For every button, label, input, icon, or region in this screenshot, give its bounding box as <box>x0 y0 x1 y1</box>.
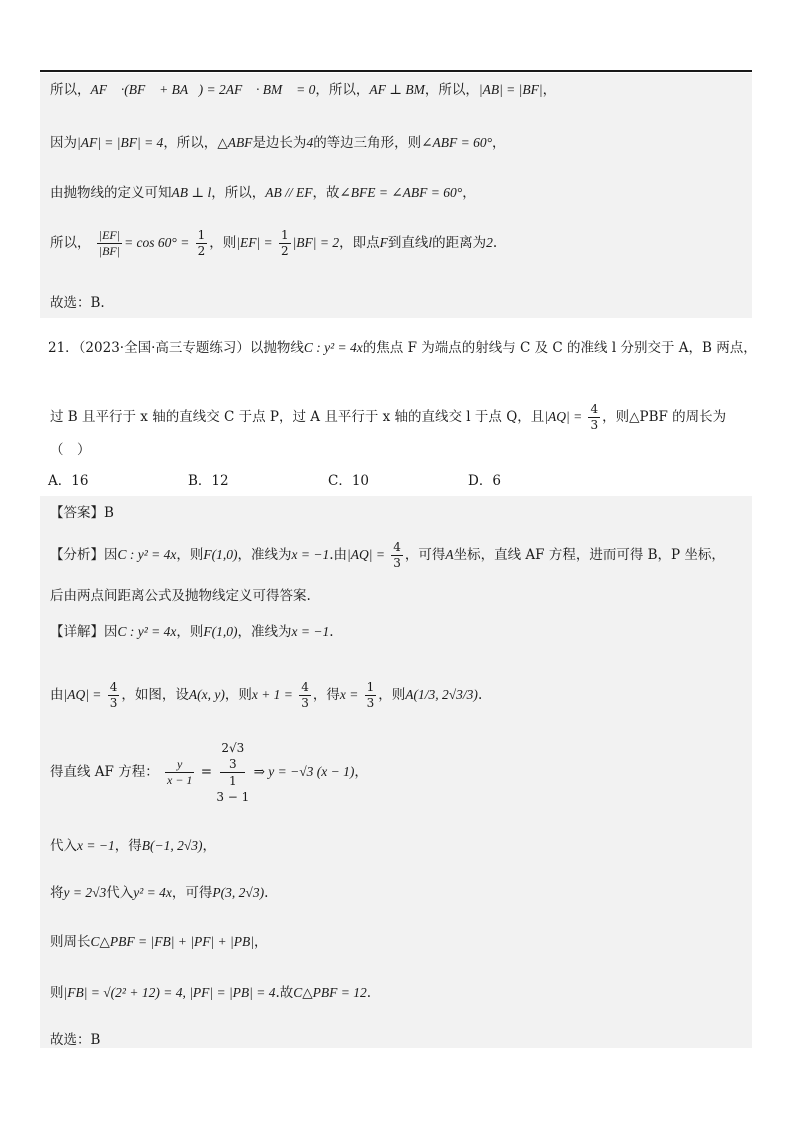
option-d: D．6 <box>468 473 501 489</box>
detail-line-3: 得直线 AF 方程： $\frac{y}{x - 1}$ = 2√3 3 1 3 − 1 ⇒ y = −√3 (x − 1)， <box>50 741 368 804</box>
fraction: $\frac{1}{2}$ <box>197 228 206 258</box>
detail-line-5: 将y = 2√3代入y² = 4x，可得P(3, 2√3). <box>50 885 269 901</box>
analysis-line-1: 【分析】因C : y² = 4x，则F(1,0)，准线为x = −1.由|AQ| = $\frac{4}{3}$ ，可得A坐标，直线 AF 方程，进而可得 B，P 坐标， <box>50 540 725 570</box>
prev-line-1: 所以，AF⃗ ·(BF⃗ + BA⃗) = 2AF⃗ · BM⃗ = 0，所以，AF ⊥ BM，所以，|AB| = |BF|， <box>50 82 557 98</box>
detail-line-4: 代入x = −1，得B(−1, 2√3)， <box>50 838 216 854</box>
problem-line-2: 过 B 且平行于 x 轴的直线交 C 于点 P，过 A 且平行于 x 轴的直线交 l 于点 Q，且|AQ| = $\frac{4}{3}$ ，则△PBF 的周长为 <box>50 402 727 432</box>
detail-line-7: 则|FB| = √(2² + 12) = 4, |PF| = |PB| = 4.故C△PBF = 12. <box>50 985 372 1001</box>
fraction: $\frac{1}{3}$ <box>366 680 375 710</box>
option-a: A．16 <box>48 473 89 489</box>
header-rule <box>40 70 752 72</box>
prev-line-3: 由抛物线的定义可知AB ⊥ l，所以，AB // EF，故∠BFE = ∠ABF = 60°， <box>50 185 476 201</box>
prev-line-2: 因为|AF| = |BF| = 4，所以，△ABF是边长为4的等边三角形，则∠ABF = 60°， <box>50 135 506 151</box>
fraction: $\frac{4}{3}$ <box>109 680 118 710</box>
fraction: $\frac{4}{3}$ <box>301 680 309 710</box>
problem-blank: （ ） <box>50 442 91 458</box>
prev-choice: 故选：B. <box>50 295 105 311</box>
fraction: $\frac{4}{3}$ <box>393 540 401 570</box>
problem-line-1: 21．（2023·全国·高三专题练习）以抛物线C : y² = 4x的焦点 F 为端点的射线与 C 及 C 的准线 l 分别交于 A，B 两点， <box>48 340 757 356</box>
fraction: $\frac{4}{3}$ <box>590 402 599 432</box>
fraction: $\frac{|EF|}{|BF|}$ <box>98 228 121 258</box>
fraction: $\frac{y}{x - 1}$ <box>167 757 193 787</box>
complex-fraction: 2√3 3 1 3 − 1 <box>216 741 250 804</box>
analysis-line-2: 后由两点间距离公式及抛物线定义可得答案. <box>50 588 311 604</box>
option-b: B．12 <box>188 473 229 489</box>
option-c: C．10 <box>328 473 370 489</box>
fraction: $\frac{1}{2}$ <box>280 228 289 258</box>
detail-line-6: 则周长C△PBF = |FB| + |PF| + |PB|， <box>50 934 268 950</box>
answer-label: 【答案】B <box>50 505 114 521</box>
detail-line-2: 由|AQ| = $\frac{4}{3}$ ，如图，设A(x, y)，则x + 1 = $\frac{4}{3}$ ，得x = $\frac{1}{3}$ ，则A(1/3, 2√3/3). <box>50 680 483 710</box>
final-choice: 故选：B <box>50 1032 101 1048</box>
detail-line-1: 【详解】因C : y² = 4x，则F(1,0)，准线为x = −1. <box>50 624 334 640</box>
prev-line-4: 所以， $\frac{|EF|}{|BF|}$ = cos 60° = $\frac{1}{2}$ ，则|EF| = $\frac{1}{2}$ |BF| = 2，即点F到直线l的距离为2. <box>50 228 498 258</box>
